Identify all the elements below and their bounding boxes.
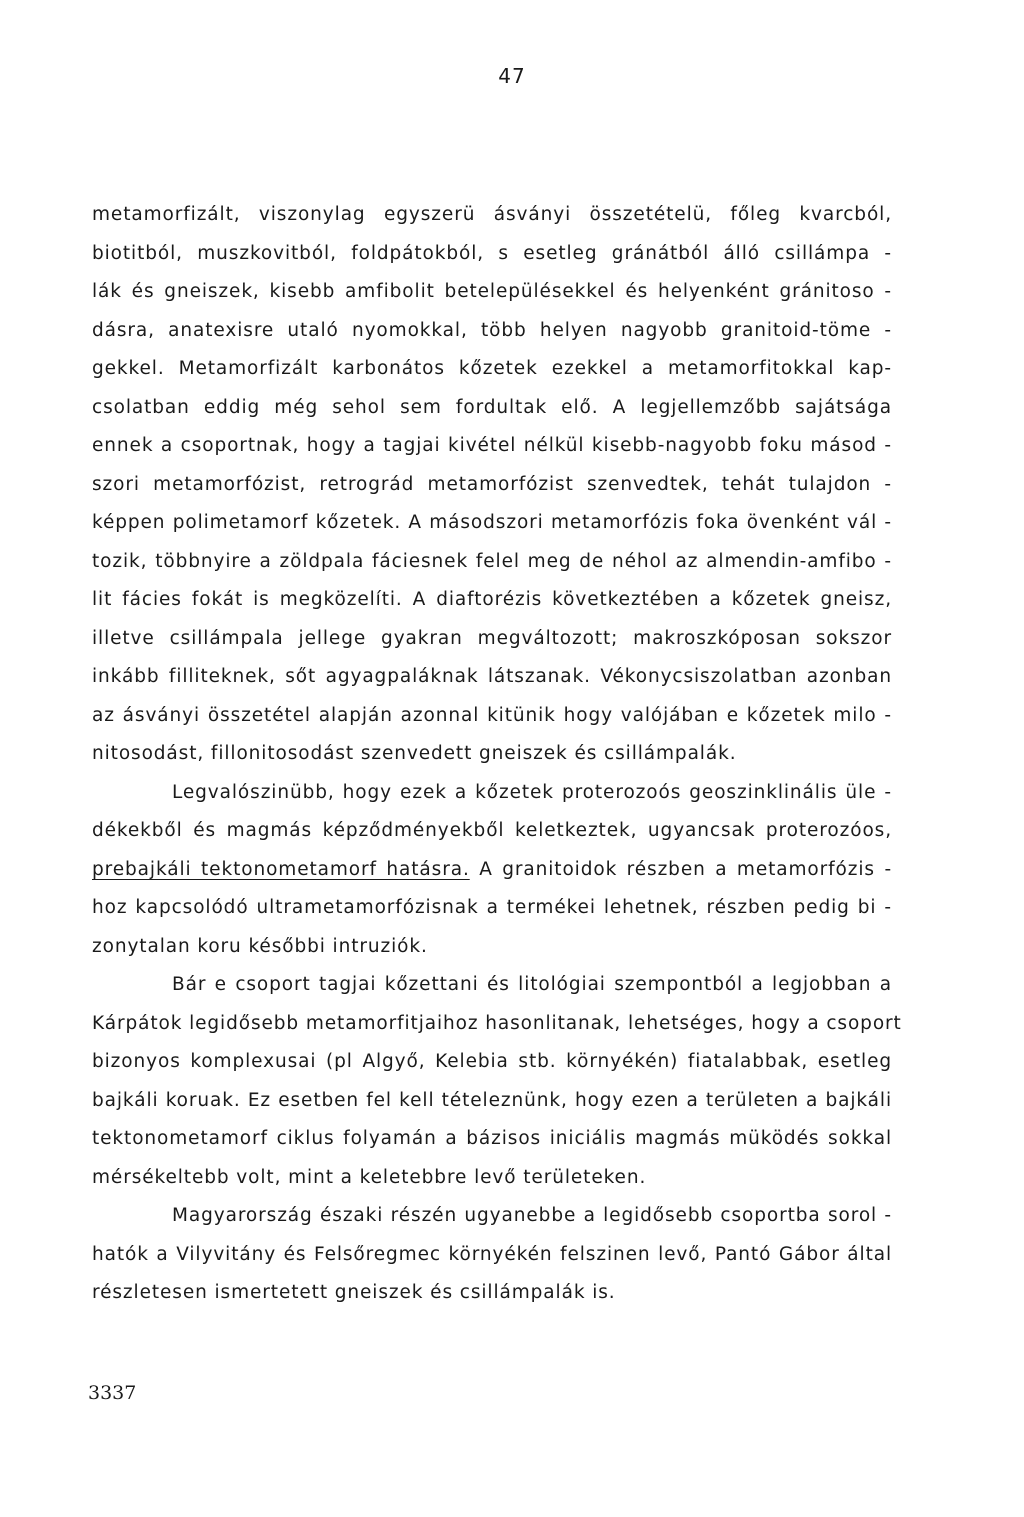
text-line: képpen polimetamorf kőzetek. A másodszori metamorfózis foka övenként vál - bbox=[92, 512, 892, 533]
page-number: 47 bbox=[498, 64, 526, 88]
footer-code: 3337 bbox=[88, 1382, 137, 1404]
text-line: dékekből és magmás képződményekből keletkeztek, ugyancsak proterozóos, bbox=[92, 820, 892, 841]
text-line: biotitból, muszkovitból, foldpátokból, s esetleg gránátból álló csillámpa - bbox=[92, 242, 892, 264]
text-line: ennek a csoportnak, hogy a tagjai kivétel nélkül kisebb-nagyobb foku másod - bbox=[92, 435, 892, 456]
text-line: gekkel. Metamorfizált karbonátos kőzetek ezekkel a metamorfitokkal kap- bbox=[92, 358, 892, 379]
paragraph-start: Magyarország északi részén ugyanebbe a legidősebb csoportba sorol - bbox=[172, 1205, 892, 1226]
text-line: illetve csillámpala jellege gyakran megváltozott; makroszkóposan sokszor bbox=[92, 627, 892, 649]
text-line: metamorfizált, viszonylag egyszerü ásványi összetételü, főleg kvarcból, bbox=[92, 204, 892, 225]
text-line: inkább filliteknek, sőt agyagpaláknak látszanak. Vékonycsiszolatban azonban bbox=[92, 666, 892, 687]
text-line: csolatban eddig még sehol sem fordultak elő. A legjellemzőbb sajátsága bbox=[92, 396, 892, 418]
text-line: hatók a Vilyvitány és Felsőregmec környékén felszinen levő, Pantó Gábor által bbox=[92, 1243, 892, 1265]
text-line: lák és gneiszek, kisebb amfibolit betelepülésekkel és helyenként gránitoso - bbox=[92, 281, 892, 302]
text-line: dásra, anatexisre utaló nyomokkal, több helyen nagyobb granitoid-töme - bbox=[92, 319, 892, 341]
text-line: lit fácies fokát is megközelíti. A diaftorézis következtében a kőzetek gneisz, bbox=[92, 589, 892, 610]
text-line: tektonometamorf ciklus folyamán a bázisos iniciális magmás müködés sokkal bbox=[92, 1128, 892, 1149]
body-text bbox=[92, 196, 902, 1313]
text-line: részletesen ismertetett gneiszek és csillámpalák is. bbox=[92, 1282, 616, 1303]
text-line: bajkáli koruak. Ez esetben fel kell tételeznünk, hogy ezen a területen a bajkáli bbox=[92, 1089, 892, 1111]
text-line: tozik, többnyire a zöldpala fáciesnek felel meg de néhol az almendin-amfibo - bbox=[92, 550, 892, 572]
text-fragment: A granitoidok részben a metamorfózis - bbox=[479, 858, 893, 880]
paragraph-start: Bár e csoport tagjai kőzettani és litológiai szempontból a legjobban a bbox=[172, 974, 892, 995]
text-line-underlined bbox=[92, 851, 892, 890]
text-line: az ásványi összetétel alapján azonnal kitünik hogy valójában e kőzetek milo - bbox=[92, 704, 892, 726]
paragraph-start: Legvalószinübb, hogy ezek a kőzetek proterozoós geoszinklinális üle - bbox=[172, 781, 892, 803]
text-line: Kárpátok legidősebb metamorfitjaihoz hasonlitanak, lehetséges, hogy a csoport bbox=[92, 1012, 902, 1034]
text-line: szori metamorfózist, retrográd metamorfózist szenvedtek, tehát tulajdon - bbox=[92, 473, 892, 495]
text-line: hoz kapcsolódó ultrametamorfózisnak a termékei lehetnek, részben pedig bi - bbox=[92, 897, 892, 918]
text-line: nitosodást, fillonitosodást szenvedett gneiszek és csillámpalák. bbox=[92, 743, 737, 764]
text-line: bizonyos komplexusai (pl Algyő, Kelebia stb. környékén) fiatalabbak, esetleg bbox=[92, 1051, 892, 1072]
underlined-phrase: prebajkáli tektonometamorf hatásra. bbox=[92, 858, 470, 880]
text-line: zonytalan koru későbbi intruziók. bbox=[92, 935, 428, 957]
text-line: mérsékeltebb volt, mint a keletebbre levő területeken. bbox=[92, 1166, 647, 1188]
